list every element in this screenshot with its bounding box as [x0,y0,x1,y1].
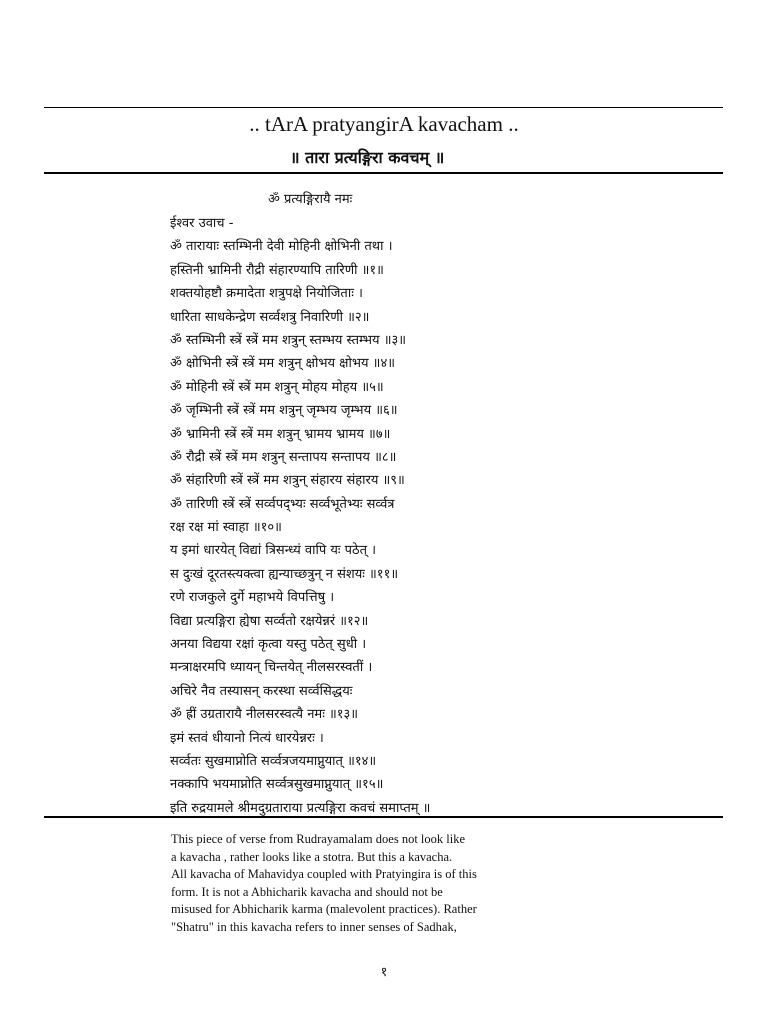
verse-line: ॐ क्षोभिनी स्त्रें स्त्रें मम शत्रुन् क्षोभय क्षोभय ॥४॥ [170,356,396,372]
commentary-line: This piece of verse from Rudrayamalam does not look like [171,832,466,846]
verse-line: मन्त्राक्षरमपि ध्यायन् चिन्तयेत् नीलसरस्वतीं । [170,660,373,676]
verse-line: स दुःखं दूरतस्त्यक्त्वा ह्यन्याच्छत्रुन् न संशयः ॥११॥ [170,566,399,582]
commentary-paragraph [171,831,551,936]
verses-bottom-rule [44,816,723,818]
verse-line: ॐ मोहिनी स्त्रें स्त्रें मम शत्रुन् मोहय मोहय ॥५॥ [170,379,384,395]
title-devanagari: ॥ तारा प्रत्यङ्गिरा कवचम् ॥ [290,148,445,167]
verse-line: विद्या प्रत्यङ्गिरा ह्येषा सर्व्वतो रक्षयेन्नरं ॥१२॥ [170,613,369,629]
verse-line: ईश्वर उवाच - [170,216,234,231]
title-transliteration: .. tArA pratyangirA kavacham .. [249,112,519,136]
commentary-line: All kavacha of Mahavidya coupled with Pratyingira is of this [171,867,477,881]
verse-line: शक्तयोहष्टौ क्रमादेता शत्रुपक्षे नियोजिताः । [170,286,363,302]
commentary-line: form. It is not a Abhicharik kavacha and should not be [171,884,443,899]
verse-line: हस्तिनी भ्रामिनी रौद्री संहारण्यापि तारिणी ॥१॥ [170,262,384,278]
verse-line: सर्व्वतः सुखमाप्नोति सर्व्वत्रजयमाप्नुयात् ॥१४॥ [170,753,377,769]
verse-line: ॐ जृम्भिनी स्त्रें स्त्रें मम शत्रुन् जृम्भय जृम्भय ॥६॥ [170,403,398,419]
verse-line: य इमां धारयेत् विद्यां त्रिसन्ध्यं वापि यः पठेत् । [170,543,377,559]
verse-line: नक्कापि भयमाप्नोति सर्व्वत्रसुखमाप्नुयात् ॥१५॥ [170,777,384,793]
commentary-line: "Shatru" in this kavacha refers to inner senses of Sadhak, [171,919,457,934]
top-rule [44,107,723,108]
verse-line: ॐ ह्रीं उग्रतारायै नीलसरस्वत्यै नमः ॥१३॥ [170,707,359,723]
commentary-line: a kavacha , rather looks like a stotra. But this a kavacha. [171,849,453,864]
page-number: १ [380,965,388,980]
verse-line: रणे राजकुले दुर्गे महाभये विपत्तिषु । [170,590,335,606]
verse-line: अनया विद्यया रक्षां कृत्वा यस्तु पठेत् सुधी । [170,637,367,653]
verse-line: ॐ रौद्री स्त्रें स्त्रें मम शत्रुन् सन्तापय सन्तापय ॥८॥ [170,449,397,465]
title-bottom-rule [44,172,723,174]
verse-line: इमं स्तवं धीयानो नित्यं धारयेन्नरः । [170,730,324,746]
verse-line: इति रुद्रयामले श्रीमदुग्रताराया प्रत्यङ्गिरा कवचं समाप्तम् ॥ [170,800,431,816]
verse-line: ॐ तारिणी स्त्रें स्त्रें सर्व्वपद्भ्यः सर्व्वभूतेभ्यः सर्व्वत्र [170,496,395,512]
verse-line: ॐ संहारिणी स्त्रें स्त्रें मम शत्रुन् संहारय संहारय ॥९॥ [170,473,405,489]
verse-line: रक्ष रक्ष मां स्वाहा ॥१०॥ [170,520,282,536]
verse-line: धारिता साधकेन्द्रेण सर्व्वशत्रु निवारिणी ॥२॥ [170,309,370,325]
invocation-line: ॐ प्रत्यङ्गिरायै नमः [268,192,353,207]
verse-line: ॐ तारायाः स्तम्भिनी देवी मोहिनी क्षोभिनी तथा । [170,239,393,255]
verse-line: ॐ भ्रामिनी स्त्रें स्त्रें मम शत्रुन् भ्रामय भ्रामय ॥७॥ [170,426,391,442]
verse-list [170,212,730,820]
verse-line: ॐ स्तम्भिनी स्त्रें स्त्रें मम शत्रुन् स्तम्भय स्तम्भय ॥३॥ [170,332,407,348]
commentary-line: misused for Abhicharik karma (malevolent practices). Rather [171,902,477,916]
verse-line: अचिरे नैव तस्यासन् करस्था सर्व्वसिद्धयः [170,683,353,699]
